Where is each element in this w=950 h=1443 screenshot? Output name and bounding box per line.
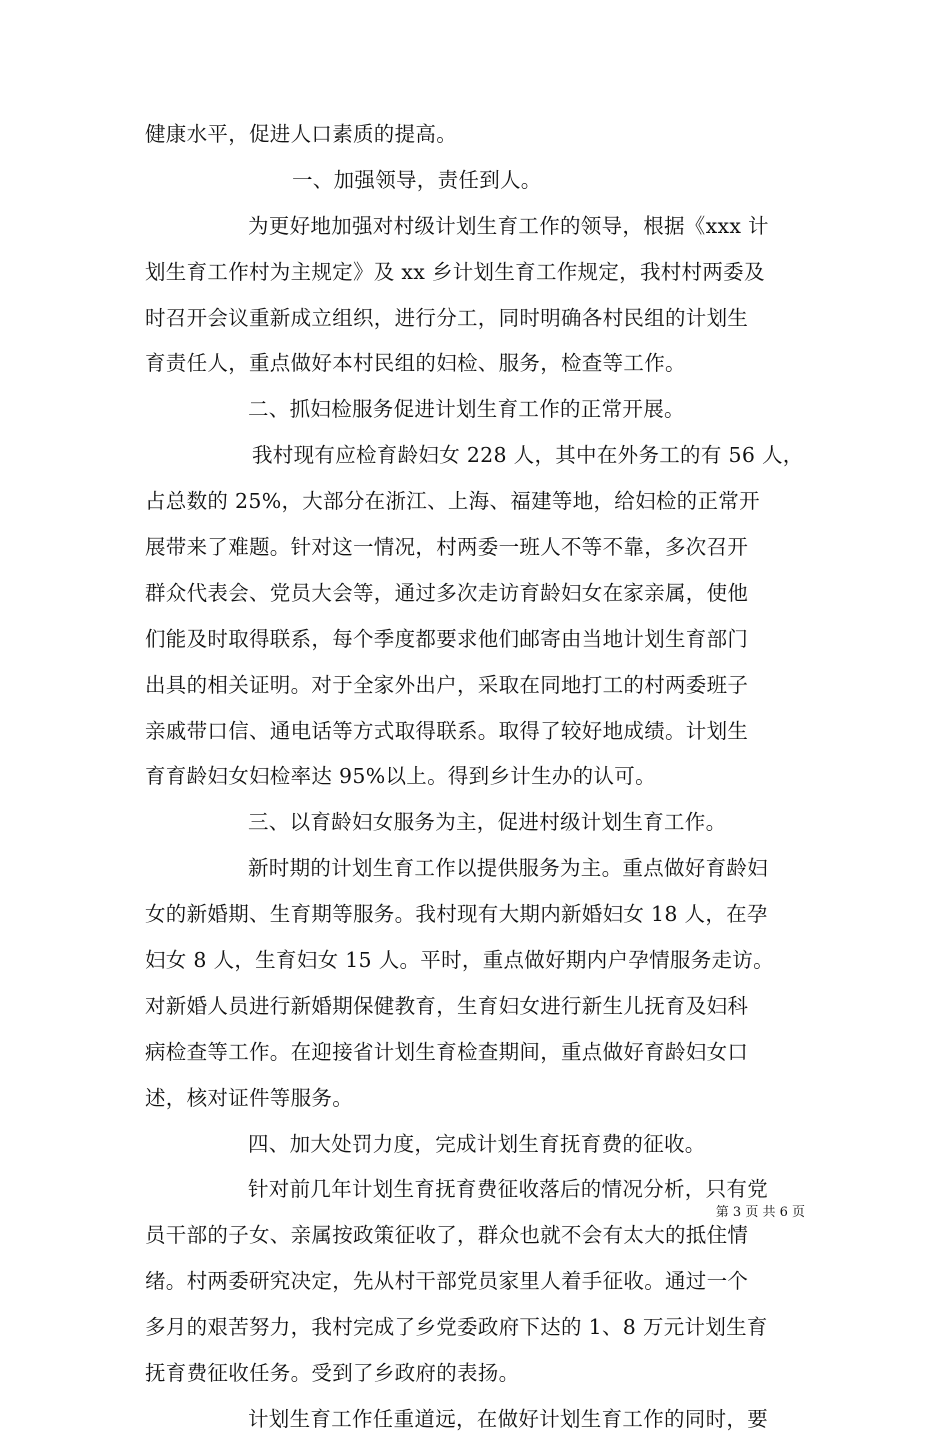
paragraph-line: 育责任人，重点做好本村民组的妇检、服务，检查等工作。 (145, 351, 686, 376)
paragraph-line: 健康水平，促进人口素质的提高。 (145, 122, 457, 146)
paragraph-line: 出具的相关证明。对于全家外出户，采取在同地打工的村两委班子 (145, 672, 749, 697)
paragraph-line: 妇女 8 人，生育妇女 15 人。平时，重点做好期内户孕情服务走访。 (145, 948, 774, 973)
paragraph-line: 群众代表会、党员大会等，通过多次走访育龄妇女在家亲属，使他 (145, 580, 749, 605)
paragraph-line: 针对前几年计划生育抚育费征收落后的情况分析，只有党 (248, 1177, 768, 1202)
page-number-footer: 第 3 页 共 6 页 (715, 1205, 805, 1220)
paragraph-line: 抚育费征收任务。受到了乡政府的表扬。 (145, 1361, 520, 1386)
paragraph-line: 展带来了难题。针对这一情况，村两委一班人不等不靠，多次召开 (145, 535, 749, 560)
paragraph-line: 们能及时取得联系，每个季度都要求他们邮寄由当地计划生育部门 (145, 626, 749, 651)
paragraph-line: 对新婚人员进行新婚期保健教育，生育妇女进行新生儿抚育及妇科 (145, 993, 749, 1018)
paragraph-line: 新时期的计划生育工作以提供服务为主。重点做好育龄妇 (248, 856, 768, 881)
paragraph-line: 计划生育工作任重道远，在做好计划生育工作的同时，要 (248, 1406, 768, 1431)
section-heading-2: 二、抓妇检服务促进计划生育工作的正常开展。 (248, 397, 685, 422)
section-heading-4: 四、加大处罚力度，完成计划生育抚育费的征收。 (248, 1131, 706, 1156)
paragraph-line: 述，核对证件等服务。 (145, 1085, 353, 1110)
paragraph-line: 员干部的子女、亲属按政策征收了，群众也就不会有太大的抵住情 (145, 1223, 749, 1248)
paragraph-line: 占总数的 25%，大部分在浙江、上海、福建等地，给妇检的正常开 (145, 489, 760, 514)
paragraph-line: 我村现有应检育龄妇女 228 人，其中在外务工的有 56 人， (252, 443, 804, 468)
paragraph-line: 时召开会议重新成立组织，进行分工，同时明确各村民组的计划生 (145, 305, 749, 330)
paragraph-line: 女的新婚期、生育期等服务。我村现有大期内新婚妇女 18 人，在孕 (145, 902, 768, 927)
paragraph-line: 育育龄妇女妇检率达 95%以上。得到乡计生办的认可。 (145, 764, 656, 789)
paragraph-line: 病检查等工作。在迎接省计划生育检查期间，重点做好育龄妇女口 (145, 1039, 749, 1064)
paragraph-line: 亲戚带口信、通电话等方式取得联系。取得了较好地成绩。计划生 (145, 718, 749, 743)
document-body (145, 112, 815, 1443)
paragraph-line: 多月的艰苦努力，我村完成了乡党委政府下达的 1、8 万元计划生育 (145, 1315, 768, 1340)
paragraph-line: 划生育工作村为主规定》及 xx 乡计划生育工作规定，我村村两委及 (145, 259, 765, 284)
section-heading-1: 一、加强领导，责任到人。 (292, 167, 542, 192)
paragraph-line: 为更好地加强对村级计划生育工作的领导，根据《xxx 计 (248, 213, 769, 238)
section-heading-3: 三、以育龄妇女服务为主，促进村级计划生育工作。 (248, 810, 727, 835)
paragraph-line: 绪。村两委研究决定，先从村干部党员家里人着手征收。通过一个 (145, 1269, 749, 1294)
